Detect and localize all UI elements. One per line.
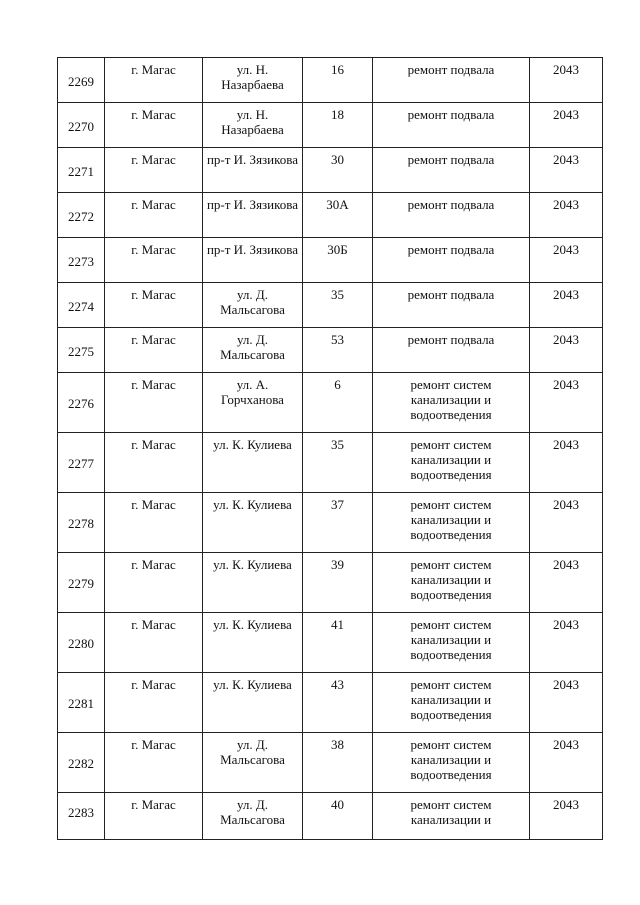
street-cell: ул. Н. Назарбаева [203, 103, 303, 148]
row-number: 2272 [58, 193, 105, 238]
table-row [58, 328, 603, 373]
table-row [58, 193, 603, 238]
year-cell: 2043 [530, 103, 603, 148]
street-cell: ул. Д. Мальсагова [203, 733, 303, 793]
street-cell: пр-т И. Зязикова [203, 193, 303, 238]
repair-schedule-table [57, 57, 603, 840]
table-row [58, 613, 603, 673]
house-number-cell: 38 [303, 733, 373, 793]
row-number: 2275 [58, 328, 105, 373]
city-cell: г. Магас [105, 58, 203, 103]
work-type-cell: ремонт систем канализации и водоотведения [373, 373, 530, 433]
table-row [58, 793, 603, 840]
house-number-cell: 35 [303, 283, 373, 328]
house-number-cell: 16 [303, 58, 373, 103]
work-type-cell: ремонт систем канализации и водоотведения [373, 493, 530, 553]
work-type-cell: ремонт систем канализации и водоотведения [373, 613, 530, 673]
table-row [58, 733, 603, 793]
row-number: 2274 [58, 283, 105, 328]
house-number-cell: 18 [303, 103, 373, 148]
city-cell: г. Магас [105, 193, 203, 238]
city-cell: г. Магас [105, 103, 203, 148]
work-type-cell: ремонт подвала [373, 148, 530, 193]
year-cell: 2043 [530, 553, 603, 613]
house-number-cell: 53 [303, 328, 373, 373]
row-number: 2280 [58, 613, 105, 673]
street-cell: пр-т И. Зязикова [203, 148, 303, 193]
table-row [58, 493, 603, 553]
street-cell: ул. К. Кулиева [203, 433, 303, 493]
work-type-cell: ремонт систем канализации и водоотведения [373, 673, 530, 733]
work-type-cell: ремонт подвала [373, 328, 530, 373]
row-number: 2270 [58, 103, 105, 148]
street-cell: ул. К. Кулиева [203, 553, 303, 613]
house-number-cell: 43 [303, 673, 373, 733]
work-type-cell: ремонт систем канализации и водоотведения [373, 733, 530, 793]
year-cell: 2043 [530, 673, 603, 733]
street-cell: ул. Д. Мальсагова [203, 283, 303, 328]
row-number: 2273 [58, 238, 105, 283]
year-cell: 2043 [530, 433, 603, 493]
street-cell: ул. Д. Мальсагова [203, 793, 303, 840]
table-row [58, 58, 603, 103]
row-number: 2278 [58, 493, 105, 553]
row-number: 2279 [58, 553, 105, 613]
year-cell: 2043 [530, 58, 603, 103]
year-cell: 2043 [530, 148, 603, 193]
house-number-cell: 40 [303, 793, 373, 840]
table-row [58, 238, 603, 283]
table-body [58, 58, 603, 840]
table-row [58, 283, 603, 328]
city-cell: г. Магас [105, 793, 203, 840]
table-row [58, 673, 603, 733]
city-cell: г. Магас [105, 673, 203, 733]
work-type-cell: ремонт подвала [373, 58, 530, 103]
city-cell: г. Магас [105, 328, 203, 373]
house-number-cell: 6 [303, 373, 373, 433]
row-number: 2271 [58, 148, 105, 193]
row-number: 2283 [58, 793, 105, 840]
year-cell: 2043 [530, 493, 603, 553]
work-type-cell: ремонт подвала [373, 103, 530, 148]
table-row [58, 103, 603, 148]
house-number-cell: 30 [303, 148, 373, 193]
city-cell: г. Магас [105, 493, 203, 553]
table-row [58, 553, 603, 613]
city-cell: г. Магас [105, 238, 203, 283]
table-row [58, 373, 603, 433]
row-number: 2276 [58, 373, 105, 433]
year-cell: 2043 [530, 238, 603, 283]
year-cell: 2043 [530, 328, 603, 373]
city-cell: г. Магас [105, 373, 203, 433]
house-number-cell: 30Б [303, 238, 373, 283]
row-number: 2282 [58, 733, 105, 793]
street-cell: пр-т И. Зязикова [203, 238, 303, 283]
row-number: 2281 [58, 673, 105, 733]
city-cell: г. Магас [105, 148, 203, 193]
work-type-cell: ремонт подвала [373, 193, 530, 238]
street-cell: ул. А. Горчханова [203, 373, 303, 433]
street-cell: ул. Н. Назарбаева [203, 58, 303, 103]
street-cell: ул. К. Кулиева [203, 493, 303, 553]
house-number-cell: 30А [303, 193, 373, 238]
city-cell: г. Магас [105, 733, 203, 793]
city-cell: г. Магас [105, 613, 203, 673]
city-cell: г. Магас [105, 283, 203, 328]
row-number: 2269 [58, 58, 105, 103]
work-type-cell: ремонт подвала [373, 238, 530, 283]
year-cell: 2043 [530, 793, 603, 840]
house-number-cell: 41 [303, 613, 373, 673]
work-type-cell: ремонт подвала [373, 283, 530, 328]
work-type-cell: ремонт систем канализации и [373, 793, 530, 840]
table-row [58, 148, 603, 193]
year-cell: 2043 [530, 283, 603, 328]
city-cell: г. Магас [105, 433, 203, 493]
table-row [58, 433, 603, 493]
year-cell: 2043 [530, 193, 603, 238]
row-number: 2277 [58, 433, 105, 493]
street-cell: ул. Д. Мальсагова [203, 328, 303, 373]
house-number-cell: 35 [303, 433, 373, 493]
year-cell: 2043 [530, 733, 603, 793]
city-cell: г. Магас [105, 553, 203, 613]
street-cell: ул. К. Кулиева [203, 613, 303, 673]
work-type-cell: ремонт систем канализации и водоотведения [373, 433, 530, 493]
work-type-cell: ремонт систем канализации и водоотведения [373, 553, 530, 613]
year-cell: 2043 [530, 373, 603, 433]
year-cell: 2043 [530, 613, 603, 673]
house-number-cell: 39 [303, 553, 373, 613]
house-number-cell: 37 [303, 493, 373, 553]
street-cell: ул. К. Кулиева [203, 673, 303, 733]
